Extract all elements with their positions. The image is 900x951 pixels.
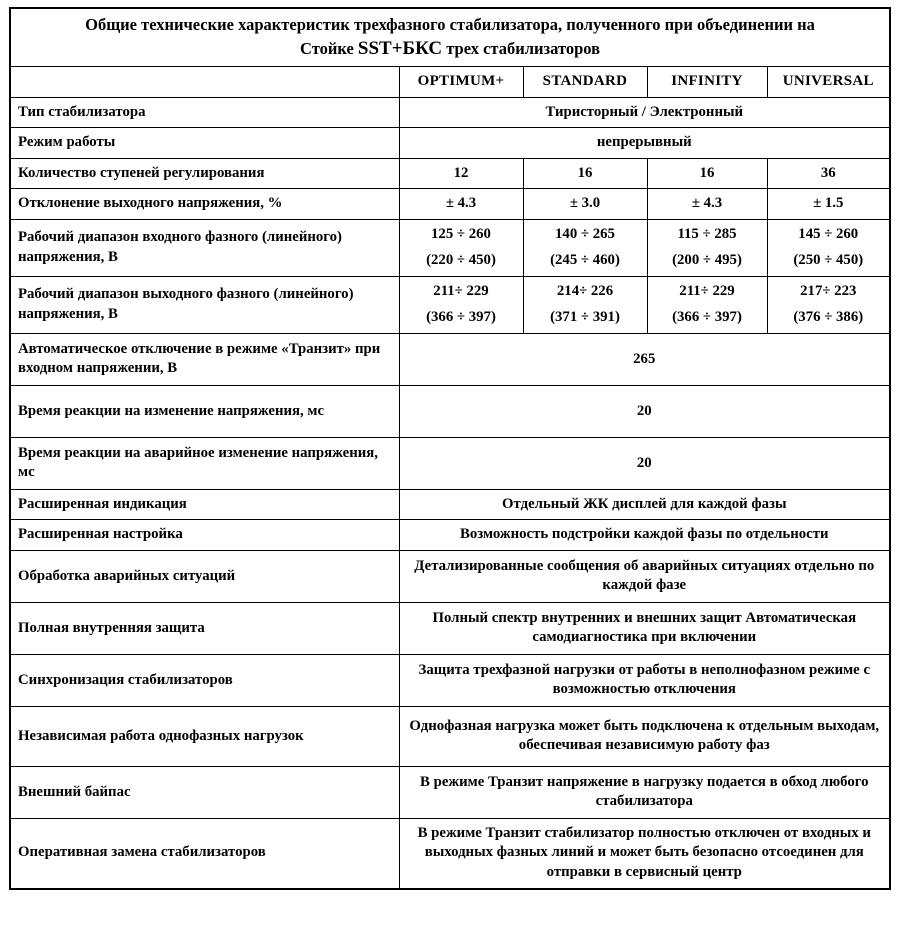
row-value-main: 125 ÷ 260 (431, 225, 491, 242)
row-label: Синхронизация стабилизаторов (10, 654, 399, 706)
row-label: Тип стабилизатора (10, 97, 399, 128)
row-label: Внешний байпас (10, 766, 399, 818)
table-row (10, 276, 890, 333)
row-value-all: Возможность подстройки каждой фазы по отдельности (399, 520, 890, 551)
table-row (10, 437, 890, 489)
row-label: Расширенная индикация (10, 489, 399, 520)
row-value-sub: (200 ÷ 495) (672, 252, 742, 269)
row-value: 16 (523, 158, 647, 189)
row-value: ± 4.3 (647, 189, 767, 220)
table-row (10, 818, 890, 888)
row-label: Рабочий диапазон выходного фазного (линейного) напряжения, В (10, 276, 399, 333)
row-value-sub: (250 ÷ 450) (793, 252, 864, 269)
table-row (10, 602, 890, 654)
row-label: Отклонение выходного напряжения, % (10, 189, 399, 220)
row-value-main: 211÷ 229 (679, 282, 735, 299)
column-header-optimum: OPTIMUM+ (399, 66, 523, 97)
row-value: 16 (647, 158, 767, 189)
row-value: ± 3.0 (523, 189, 647, 220)
title-line-2-suffix: трех стабилизаторов (442, 38, 601, 58)
row-value-all: В режиме Транзит напряжение в нагрузку подается в обход любого стабилизатора (399, 766, 890, 818)
title-line-2-prefix: Стойке (300, 38, 358, 58)
row-label: Независимая работа однофазных нагрузок (10, 706, 399, 766)
row-label: Расширенная настройка (10, 520, 399, 551)
row-label: Рабочий диапазон входного фазного (линейного) напряжения, В (10, 219, 399, 276)
row-value-main: 140 ÷ 265 (555, 225, 615, 242)
row-label: Время реакции на изменение напряжения, мс (10, 385, 399, 437)
row-value-main: 214÷ 226 (556, 282, 614, 299)
table-row (10, 550, 890, 602)
row-label: Обработка аварийных ситуаций (10, 550, 399, 602)
table-row (10, 128, 890, 159)
row-value-all: Полный спектр внутренних и внешних защит Автоматическая самодиагностика при включении (399, 602, 890, 654)
row-value: 12 (399, 158, 523, 189)
row-value: ± 1.5 (767, 189, 890, 220)
row-label: Полная внутренняя защита (10, 602, 399, 654)
column-header-universal: UNIVERSAL (767, 66, 890, 97)
table-row (10, 333, 890, 385)
column-header-standard: STANDARD (523, 66, 647, 97)
row-value-sub: (366 ÷ 397) (426, 309, 496, 326)
title-line-1: Общие технические характеристик трехфазного стабилизатора, полученного при объединении на (85, 15, 815, 34)
row-value (399, 219, 523, 276)
table-row (10, 219, 890, 276)
row-value-sub: (366 ÷ 397) (672, 309, 742, 326)
row-value (523, 276, 647, 333)
row-value-sub: (245 ÷ 460) (550, 252, 620, 269)
row-value (647, 219, 767, 276)
table-row (10, 520, 890, 551)
row-value-all: В режиме Транзит стабилизатор полностью отключен от входных и выходных фазных линий и может быть безопасно отсоединен для отправки в сервисный центр (399, 818, 890, 888)
table-row (10, 489, 890, 520)
table-header-row (10, 66, 890, 97)
table-title (10, 8, 890, 66)
table-row (10, 158, 890, 189)
row-value (399, 276, 523, 333)
row-value: ± 4.3 (399, 189, 523, 220)
row-label: Оперативная замена стабилизаторов (10, 818, 399, 888)
row-value-sub: (371 ÷ 391) (550, 309, 620, 326)
row-value: 36 (767, 158, 890, 189)
table-title-row (10, 8, 890, 66)
row-value-sub: (376 ÷ 386) (793, 309, 864, 326)
row-value (767, 219, 890, 276)
header-empty-cell (10, 66, 399, 97)
row-value-all: Защита трехфазной нагрузки от работы в неполнофазном режиме с возможностью отключения (399, 654, 890, 706)
row-value-all: 20 (399, 437, 890, 489)
row-value-main: 217÷ 223 (800, 282, 857, 299)
row-value-all: 20 (399, 385, 890, 437)
table-row (10, 189, 890, 220)
table-row (10, 706, 890, 766)
row-value-main: 145 ÷ 260 (798, 225, 859, 242)
row-value-main: 115 ÷ 285 (677, 225, 737, 242)
row-value-all: Однофазная нагрузка может быть подключена к отдельным выходам, обеспечивая независимую работу фаз (399, 706, 890, 766)
row-value (523, 219, 647, 276)
row-value-main: 211÷ 229 (433, 282, 489, 299)
row-value-all: Отдельный ЖК дисплей для каждой фазы (399, 489, 890, 520)
row-value (647, 276, 767, 333)
table-row (10, 766, 890, 818)
row-value-all: 265 (399, 333, 890, 385)
row-value-all: Тиристорный / Электронный (399, 97, 890, 128)
row-label: Режим работы (10, 128, 399, 159)
column-header-infinity: INFINITY (647, 66, 767, 97)
row-value-all: непрерывный (399, 128, 890, 159)
row-label: Время реакции на аварийное изменение напряжения, мс (10, 437, 399, 489)
row-value-all: Детализированные сообщения об аварийных ситуациях отдельно по каждой фазе (399, 550, 890, 602)
title-line-2-emphasis: SST+БКС (357, 37, 443, 59)
row-value-sub: (220 ÷ 450) (426, 252, 496, 269)
row-label: Автоматическое отключение в режиме «Транзит» при входном напряжении, В (10, 333, 399, 385)
table-row (10, 97, 890, 128)
table-row (10, 385, 890, 437)
row-value (767, 276, 890, 333)
row-label: Количество ступеней регулирования (10, 158, 399, 189)
table-row (10, 654, 890, 706)
specifications-table (9, 7, 891, 890)
